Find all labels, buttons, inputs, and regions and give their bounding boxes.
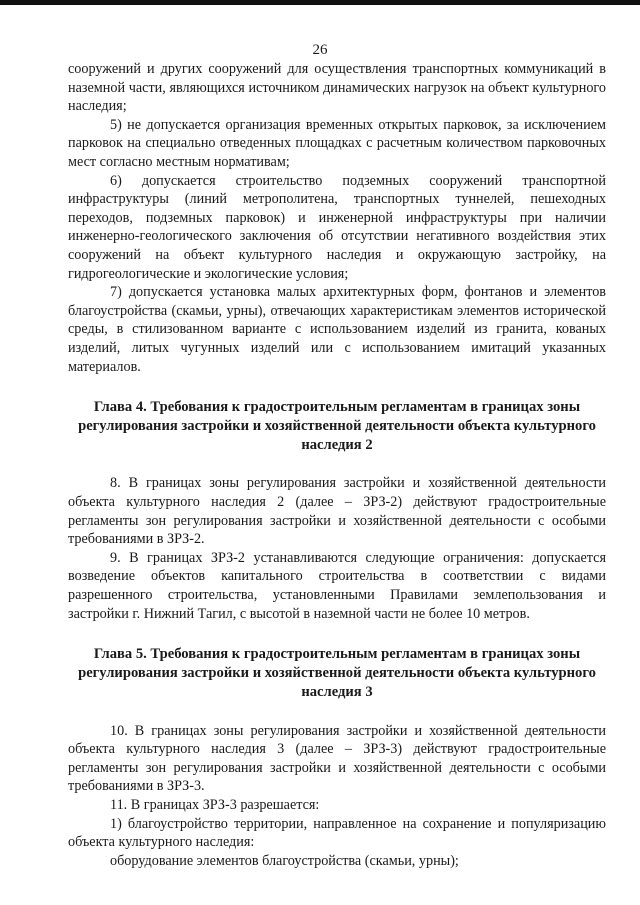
paragraph-item-6: 6) допускается строительство подземных сооружений транспортной инфраструктуры (линий метрополитена, транспортных туннелей, пешеходных переходов, подземных парковок) и инженерной инфраструктуры при наличии инженерно-геологического заключения об отсутствии негативного воздействия этих сооружений на объект культурного наследия и окружающую застройку, на гидрогеологические и экологические условия;	[68, 172, 606, 282]
chapter-4-heading: Глава 4. Требования к градостроительным регламентам в границах зоны регулирования застройки и хозяйственной деятельности объекта культурного наследия 2	[78, 399, 596, 453]
chapter-5-heading: Глава 5. Требования к градостроительным регламентам в границах зоны регулирования застройки и хозяйственной деятельности объекта культурного наследия 3	[78, 646, 596, 700]
paragraph-9: 9. В границах ЗРЗ-2 устанавливаются следующие ограничения: допускается возведение объектов капитального строительства в соответствии с видами разрешенного строительства, установленными Правилами землепользования и застройки г. Нижний Тагил, с высотой в наземной части не более 10 метров.	[68, 549, 606, 622]
paragraph-10: 10. В границах зоны регулирования застройки и хозяйственной деятельности объекта культурного наследия 3 (далее – ЗРЗ-3) действуют градостроительные регламенты зон регулирования застройки и хозяйственной деятельности с особыми требованиями в ЗРЗ-3.	[68, 722, 606, 795]
paragraph-item-5: 5) не допускается организация временных открытых парковок, за исключением парковок на специально отведенных площадках с расчетным количеством парковочных мест согласно местным нормативам;	[68, 116, 606, 170]
paragraph-continuation: сооружений и других сооружений для осуществления транспортных коммуникаций в наземной части, являющихся источником динамических нагрузок на объект культурного наследия;	[68, 61, 606, 115]
paragraph-item-7: 7) допускается установка малых архитектурных форм, фонтанов и элементов благоустройства (скамьи, урны), отвечающих характеристикам элементов исторической среды, в стилизованном варианте с использованием изделий из гранита, кованых изделий, литых чугунных изделий или с использованием имитаций указанных материалов.	[68, 284, 606, 375]
scan-top-edge	[0, 0, 640, 5]
paragraph-11-item-1: 1) благоустройство территории, направленное на сохранение и популяризацию объекта культурного наследия:	[68, 815, 606, 851]
paragraph-8: 8. В границах зоны регулирования застройки и хозяйственной деятельности объекта культурного наследия 2 (далее – ЗРЗ-2) действуют градостроительные регламенты зон регулирования застройки и хозяйственной деятельности с особыми требованиями в ЗРЗ-2.	[68, 475, 606, 548]
page-number: 26	[312, 42, 328, 58]
paragraph-11-item-1a: оборудование элементов благоустройства (скамьи, урны);	[110, 852, 459, 869]
document-body	[68, 60, 606, 870]
paragraph-11: 11. В границах ЗРЗ-3 разрешается:	[110, 797, 320, 813]
